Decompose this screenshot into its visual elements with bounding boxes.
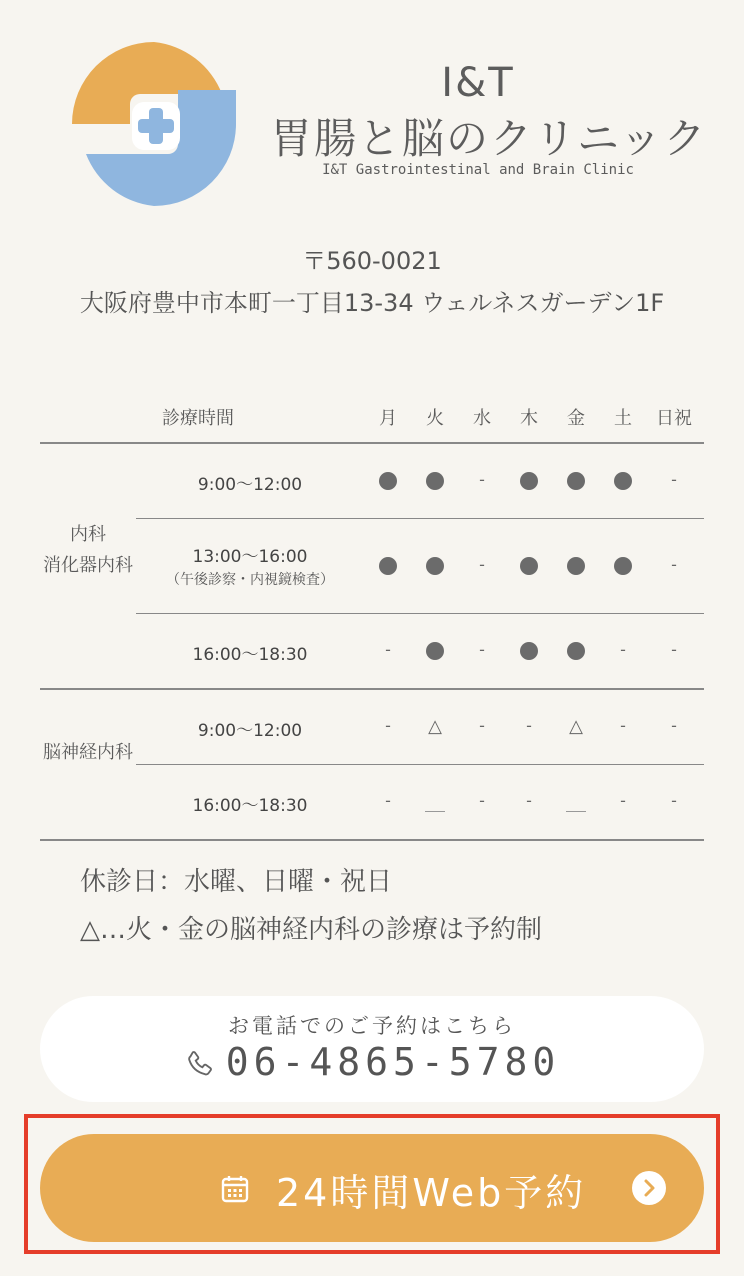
closed-dash: -	[671, 640, 677, 659]
schedule-mark	[650, 640, 698, 659]
schedule-mark	[458, 470, 506, 489]
closed-dash: -	[671, 716, 677, 735]
closed-dash: -	[671, 791, 677, 810]
closed-dash: -	[671, 555, 677, 574]
schedule-mark	[411, 472, 459, 494]
schedule-mark	[364, 557, 412, 579]
department-block	[40, 444, 704, 690]
open-dot-icon	[426, 472, 444, 490]
chevron-right-icon	[632, 1171, 666, 1205]
closed-dash: -	[385, 791, 391, 810]
schedule-mark	[505, 642, 553, 664]
day-tue: 火	[426, 408, 444, 429]
closed-dash: -	[385, 640, 391, 659]
schedule-mark	[505, 557, 553, 579]
open-dot-icon	[567, 642, 585, 660]
schedule-hours-label: 診療時間	[162, 408, 234, 429]
reservation-triangle-icon: △	[569, 716, 583, 737]
closed-dash: -	[526, 716, 532, 735]
open-dot-icon	[567, 472, 585, 490]
time-slot	[136, 542, 364, 589]
schedule-row	[136, 613, 704, 688]
closed-dash: -	[385, 716, 391, 735]
schedule-mark	[599, 791, 647, 810]
street-address: 大阪府豊中市本町一丁目13-34 ウェルネスガーデン1F	[79, 289, 665, 317]
clinic-logo	[72, 42, 236, 206]
time-slot	[136, 791, 364, 816]
day-sat: 土	[614, 408, 632, 429]
reservation-triangle-icon: △	[428, 716, 442, 737]
schedule-mark	[650, 791, 698, 810]
schedule-mark	[411, 557, 459, 579]
schedule-row	[136, 518, 704, 613]
schedule-mark	[552, 642, 600, 664]
open-dot-icon	[379, 472, 397, 490]
closed-days-note: 休診日：水曜、日曜・祝日	[80, 867, 393, 897]
schedule-mark	[411, 801, 459, 820]
time-range: 9:00〜12:00	[197, 721, 303, 741]
calendar-icon	[220, 1174, 250, 1204]
open-dot-icon	[426, 642, 444, 660]
schedule-mark	[458, 791, 506, 810]
schedule-mark	[505, 472, 553, 494]
phone-number: 06-4865-5780	[225, 1040, 561, 1084]
closed-dash: -	[671, 470, 677, 489]
day-sun-holiday: 日祝	[656, 408, 692, 429]
open-dot-icon	[614, 472, 632, 490]
schedule-notes	[80, 858, 700, 954]
open-dot-icon	[426, 557, 444, 575]
closed-dash: -	[479, 640, 485, 659]
schedule-mark	[650, 555, 698, 574]
time-range: 16:00〜18:30	[192, 796, 308, 816]
schedule-mark	[458, 640, 506, 659]
closed-dash: -	[620, 791, 626, 810]
department-name: 脳神経内科	[43, 742, 133, 763]
schedule-mark	[364, 791, 412, 810]
long-dash-icon	[425, 811, 445, 812]
web-reservation-button[interactable]	[40, 1134, 704, 1242]
reservation-note: △…火・金の脳神経内科の診療は予約制	[80, 915, 542, 945]
time-range: 9:00〜12:00	[197, 475, 303, 495]
clinic-header	[0, 0, 744, 230]
time-range: 13:00〜16:00	[192, 547, 308, 567]
schedule-mark	[364, 472, 412, 494]
closed-dash: -	[620, 716, 626, 735]
open-dot-icon	[520, 472, 538, 490]
day-mon: 月	[379, 408, 397, 429]
schedule-mark	[599, 640, 647, 659]
schedule-mark	[599, 472, 647, 494]
time-slot	[136, 640, 364, 665]
schedule-mark	[364, 716, 412, 735]
open-dot-icon	[520, 557, 538, 575]
closed-dash: -	[479, 555, 485, 574]
schedule-mark	[552, 801, 600, 820]
brand-subtitle: I&T Gastrointestinal and Brain Clinic	[322, 162, 634, 178]
schedule-mark	[411, 642, 459, 664]
schedule-mark	[599, 557, 647, 579]
schedule-table	[40, 394, 704, 841]
department-block	[40, 690, 704, 841]
phone-icon	[184, 1049, 216, 1081]
closed-dash: -	[479, 791, 485, 810]
schedule-mark	[650, 716, 698, 735]
closed-dash: -	[479, 716, 485, 735]
time-range: 16:00〜18:30	[192, 645, 308, 665]
brand-name-en: I&T	[441, 60, 515, 106]
time-slot	[136, 470, 364, 495]
schedule-mark	[650, 470, 698, 489]
closed-dash: -	[479, 470, 485, 489]
open-dot-icon	[520, 642, 538, 660]
open-dot-icon	[379, 557, 397, 575]
time-slot	[136, 716, 364, 741]
web-reservation-label: 24時間Web予約	[276, 1171, 587, 1215]
schedule-mark	[411, 716, 459, 737]
schedule-mark	[552, 716, 600, 737]
schedule-mark	[552, 557, 600, 579]
schedule-mark	[505, 716, 553, 735]
day-wed: 水	[473, 408, 491, 429]
phone-reservation-button[interactable]	[40, 996, 704, 1102]
open-dot-icon	[567, 557, 585, 575]
department-name: 内科 消化器内科	[43, 523, 133, 576]
schedule-mark	[505, 791, 553, 810]
closed-dash: -	[620, 640, 626, 659]
schedule-mark	[458, 555, 506, 574]
time-note: （午後診察・内視鏡検査）	[166, 572, 334, 588]
day-fri: 金	[567, 408, 585, 429]
brand-name-jp: 胃腸と脳のクリニック	[270, 114, 708, 163]
postal-code: 〒560-0021	[302, 247, 442, 275]
schedule-row	[136, 690, 704, 764]
schedule-mark	[364, 640, 412, 659]
schedule-row	[136, 444, 704, 518]
schedule-mark	[458, 716, 506, 735]
schedule-row	[136, 764, 704, 839]
schedule-mark	[599, 716, 647, 735]
phone-reservation-label: お電話でのご予約はこちら	[228, 1014, 516, 1038]
clinic-address	[40, 240, 704, 324]
open-dot-icon	[614, 557, 632, 575]
schedule-header-row	[40, 394, 704, 444]
day-thu: 木	[520, 408, 538, 429]
closed-dash: -	[526, 791, 532, 810]
long-dash-icon	[566, 811, 586, 812]
schedule-mark	[552, 472, 600, 494]
